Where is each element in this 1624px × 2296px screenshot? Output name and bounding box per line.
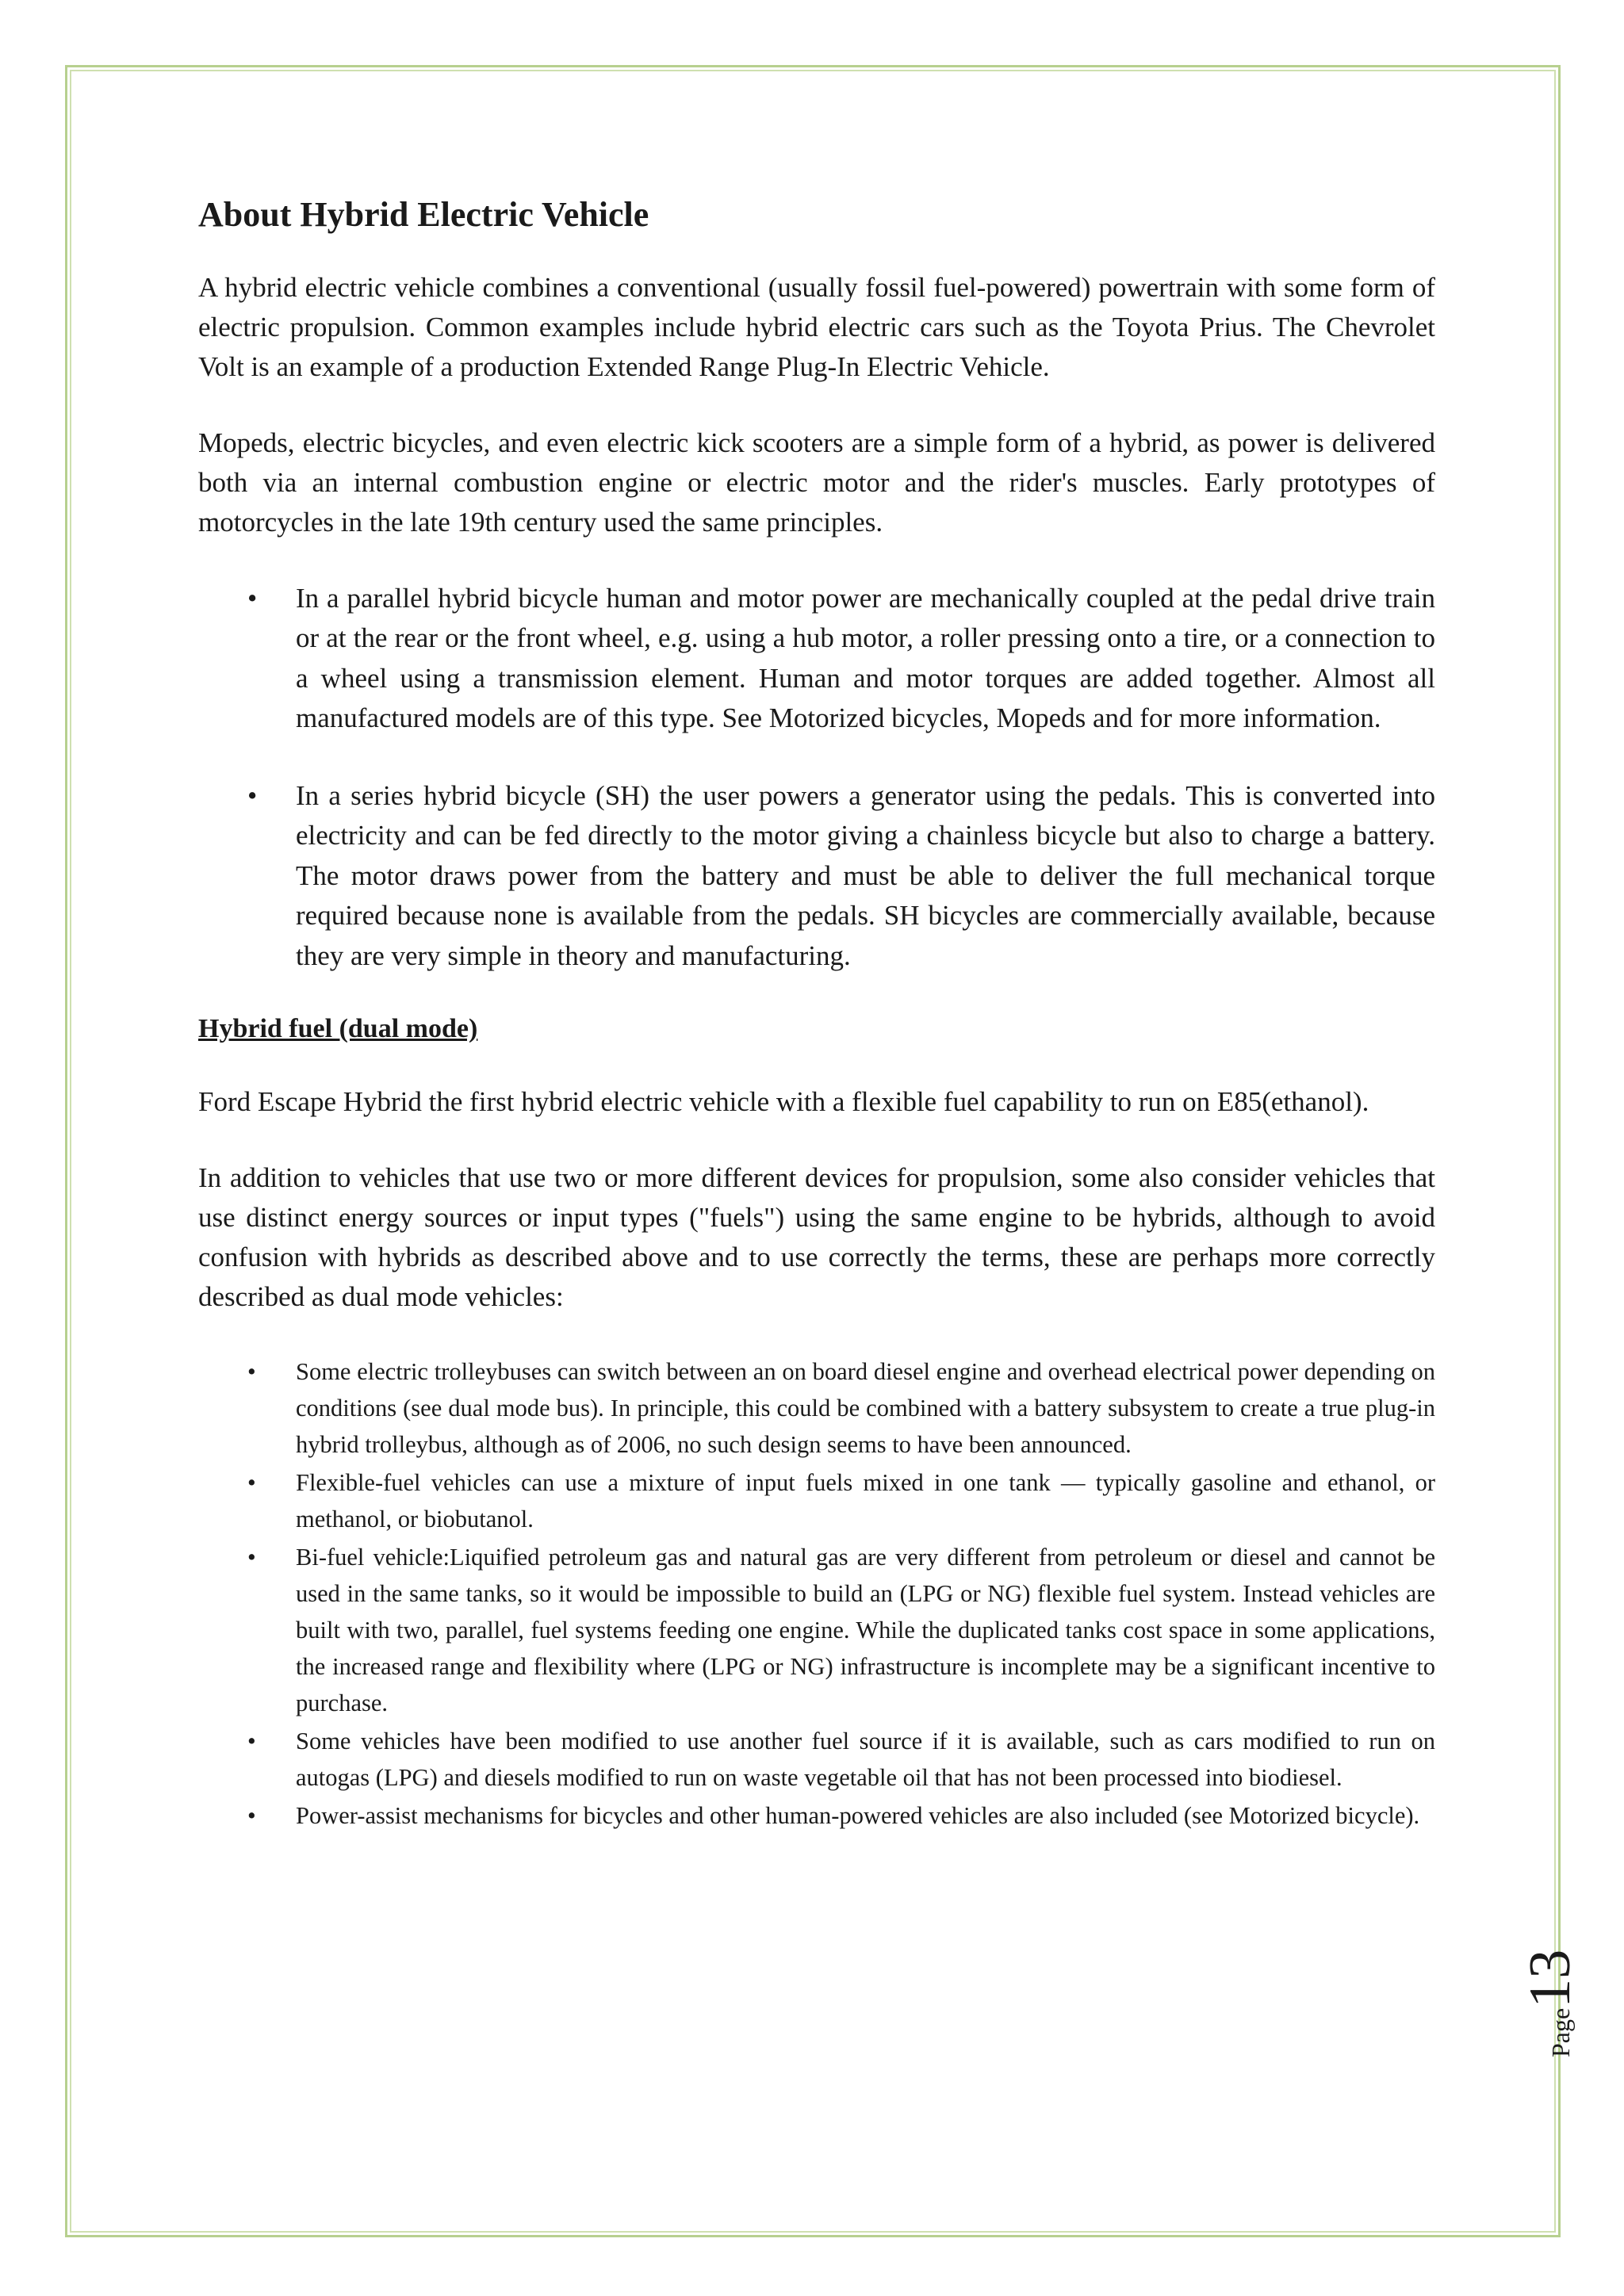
list-item <box>198 1539 1435 1721</box>
list-item-text: In a parallel hybrid bicycle human and motor power are mechanically coupled at the pedal drive train or at the rear or the front wheel, e.g. using a hub motor, a roller pressing onto a tire, or a connection to a wheel using a transmission element. Human and motor torques are added together. Almost all manufactured models are of this type. See Motorized bicycles, Mopeds and for more information. <box>296 582 1435 734</box>
page-number-value: 13 <box>1518 1949 1583 2008</box>
fuel-paragraph-1: Ford Escape Hybrid the first hybrid electric vehicle with a flexible fuel capability to run on E85(ethanol). <box>198 1086 1369 1118</box>
list-item-text: Bi-fuel vehicle:Liquified petroleum gas and natural gas are very different from petroleum or diesel and cannot be used in the same tanks, so it would be impossible to build an (LPG or NG) flexible fuel system. Instead vehicles are built with two, parallel, fuel systems feeding one engine. While the duplicated tanks cost space in some applications, the increased range and flexibility where (LPG or NG) infrastructure is incomplete may be a significant incentive to purchase. <box>296 1544 1435 1717</box>
list-item <box>198 1797 1435 1834</box>
page-number <box>1518 1949 1583 2057</box>
section-heading: Hybrid fuel (dual mode) <box>198 1014 478 1044</box>
page-content <box>198 194 1435 1835</box>
bullet-icon: • <box>247 1802 256 1830</box>
bullet-icon: • <box>247 1469 256 1497</box>
list-item <box>198 1723 1435 1796</box>
page-title: About Hybrid Electric Vehicle <box>198 195 649 234</box>
list-item <box>198 579 1435 739</box>
dual-mode-list <box>198 1353 1435 1834</box>
intro-paragraph-2: Mopeds, electric bicycles, and even electric kick scooters are a simple form of a hybrid, as power is delivered both via an internal combustion engine or electric motor and the rider's muscles. Early prototypes of motorcycles in the late 19th century used the same principles. <box>198 427 1435 538</box>
intro-paragraph-1: A hybrid electric vehicle combines a conventional (usually fossil fuel-powered) powertrain with some form of electric propulsion. Common examples include hybrid electric cars such as the Toyota Prius. The Chevrolet Volt is an example of a production Extended Range Plug-In Electric Vehicle. <box>198 271 1435 382</box>
hybrid-bicycle-list <box>198 579 1435 977</box>
list-item-text: Some electric trolleybuses can switch between an on board diesel engine and overhead electrical power depending on conditions (see dual mode bus). In principle, this could be combined with a battery subsystem to create a true plug-in hybrid trolleybus, although as of 2006, no such design seems to have been announced. <box>296 1358 1435 1459</box>
bullet-icon: • <box>247 1544 256 1571</box>
bullet-icon: • <box>247 1728 256 1755</box>
list-item-text: Flexible-fuel vehicles can use a mixture of input fuels mixed in one tank — typically gasoline and ethanol, or methanol, or biobutanol. <box>296 1469 1435 1533</box>
fuel-paragraph-2: In addition to vehicles that use two or more different devices for propulsion, some also consider vehicles that use distinct energy sources or input types ("fuels") using the same engine to be hybrids, although to avoid confusion with hybrids as described above and to use correctly the terms, these are perhaps more correctly described as dual mode vehicles: <box>198 1162 1435 1313</box>
list-item <box>198 1353 1435 1463</box>
list-item <box>198 776 1435 977</box>
list-item-text: Power-assist mechanisms for bicycles and other human-powered vehicles are also included (see Motorized bicycle). <box>296 1802 1420 1830</box>
bullet-icon: • <box>247 582 258 614</box>
bullet-icon: • <box>247 1358 256 1386</box>
list-item-text: Some vehicles have been modified to use another fuel source if it is available, such as cars modified to run on autogas (LPG) and diesels modified to run on waste vegetable oil that has not been processed into biodiesel. <box>296 1728 1435 1792</box>
bullet-icon: • <box>247 779 258 811</box>
list-item <box>198 1464 1435 1537</box>
list-item-text: In a series hybrid bicycle (SH) the user powers a generator using the pedals. This is converted into electricity and can be fed directly to the motor giving a chainless bicycle but also to charge a battery. The motor draws power from the battery and must be able to deliver the full mechanical torque required because none is available from the pedals. SH bicycles are commercially available, because they are very simple in theory and manufacturing. <box>296 779 1435 971</box>
page-number-label: Page <box>1546 2007 1575 2057</box>
